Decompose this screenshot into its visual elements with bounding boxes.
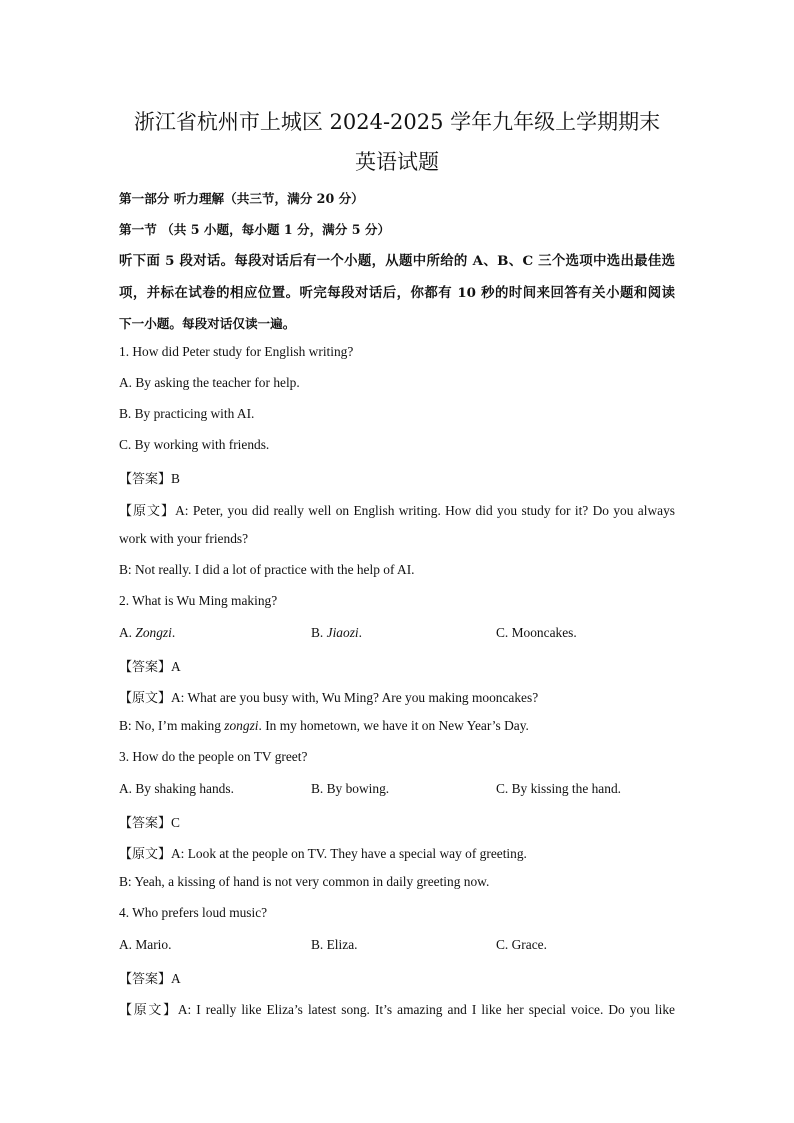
option: C. Mooncakes. [496, 625, 577, 640]
option-text: Zongzi [135, 625, 172, 640]
answer-line [119, 812, 180, 831]
source-line [119, 500, 675, 519]
source-line [119, 718, 529, 734]
option: A. By asking the teacher for help. [119, 375, 300, 390]
subsection-heading: 第一节 （共 5 小题，每小题 1 分，满分 5 分） [119, 222, 391, 237]
option: B. By practicing with AI. [119, 406, 255, 421]
source-line: B: Not really. I did a lot of practice with the help of AI. [119, 562, 415, 577]
answer-value: B [171, 471, 180, 486]
answer-line [119, 468, 180, 487]
answer-line [119, 968, 181, 987]
source-text: A: I really like Eliza’s latest song. It’s amazing and I like her special voice. Do you like [177, 1002, 675, 1017]
source-tag: 【原文】 [119, 691, 172, 706]
option [119, 625, 175, 641]
question-stem: 2. What is Wu Ming making? [119, 593, 278, 608]
option: C. By kissing the hand. [496, 781, 621, 796]
source-text: B: No, I’m making [119, 718, 225, 733]
option: A. Mario. [119, 937, 172, 952]
source-line [119, 687, 538, 706]
source-text: A: What are you busy with, Wu Ming? Are you making mooncakes? [171, 690, 539, 705]
source-line [119, 843, 527, 862]
option: B. By bowing. [311, 781, 390, 796]
source-italic: zongzi [224, 718, 259, 733]
answer-value: A [171, 659, 181, 674]
source-line [119, 999, 675, 1018]
source-text: . In my hometown, we have it on New Year’s Day. [258, 718, 529, 733]
option: C. Grace. [496, 937, 547, 952]
option-text: Jiaozi [326, 625, 359, 640]
part-heading: 第一部分 听力理解（共三节，满分 20 分） [119, 191, 364, 206]
source-line: B: Yeah, a kissing of hand is not very common in daily greeting now. [119, 874, 490, 889]
source-line: work with your friends? [119, 531, 249, 546]
answer-tag: 【答案】 [119, 972, 172, 987]
instruction-line: 项，并标在试卷的相应位置。听完每段对话后，你都有 10 秒的时间来回答有关小题和阅读 [119, 285, 675, 301]
instruction-line: 听下面 5 段对话。每段对话后有一个小题，从题中所给的 A、B、C 三个选项中选出最佳选 [119, 253, 675, 269]
source-tag: 【原文】 [119, 1003, 178, 1018]
page-title: 浙江省杭州市上城区 2024-2025 学年九年级上学期期末 [133, 110, 661, 134]
option: B. Eliza. [311, 937, 358, 952]
answer-line [119, 656, 181, 675]
answer-value: C [171, 815, 180, 830]
answer-tag: 【答案】 [119, 816, 172, 831]
source-tag: 【原文】 [119, 504, 176, 519]
page-subtitle: 英语试题 [355, 150, 439, 174]
answer-tag: 【答案】 [119, 472, 172, 487]
option-letter: A. [119, 625, 136, 640]
source-tag: 【原文】 [119, 847, 172, 862]
option-letter: B. [311, 625, 327, 640]
question-stem: 1. How did Peter study for English writing? [119, 344, 354, 359]
instruction-line: 下一小题。每段对话仅读一遍。 [119, 316, 296, 331]
option [311, 625, 362, 641]
option: C. By working with friends. [119, 437, 270, 452]
source-text: A: Look at the people on TV. They have a special way of greeting. [171, 846, 527, 861]
answer-tag: 【答案】 [119, 660, 172, 675]
option-punct: . [171, 625, 176, 640]
answer-value: A [171, 971, 181, 986]
source-text: A: Peter, you did really well on English writing. How did you study for it? Do you always [175, 503, 675, 518]
option: A. By shaking hands. [119, 781, 234, 796]
question-stem: 3. How do the people on TV greet? [119, 749, 308, 764]
question-stem: 4. Who prefers loud music? [119, 905, 268, 920]
option-punct: . [358, 625, 362, 640]
